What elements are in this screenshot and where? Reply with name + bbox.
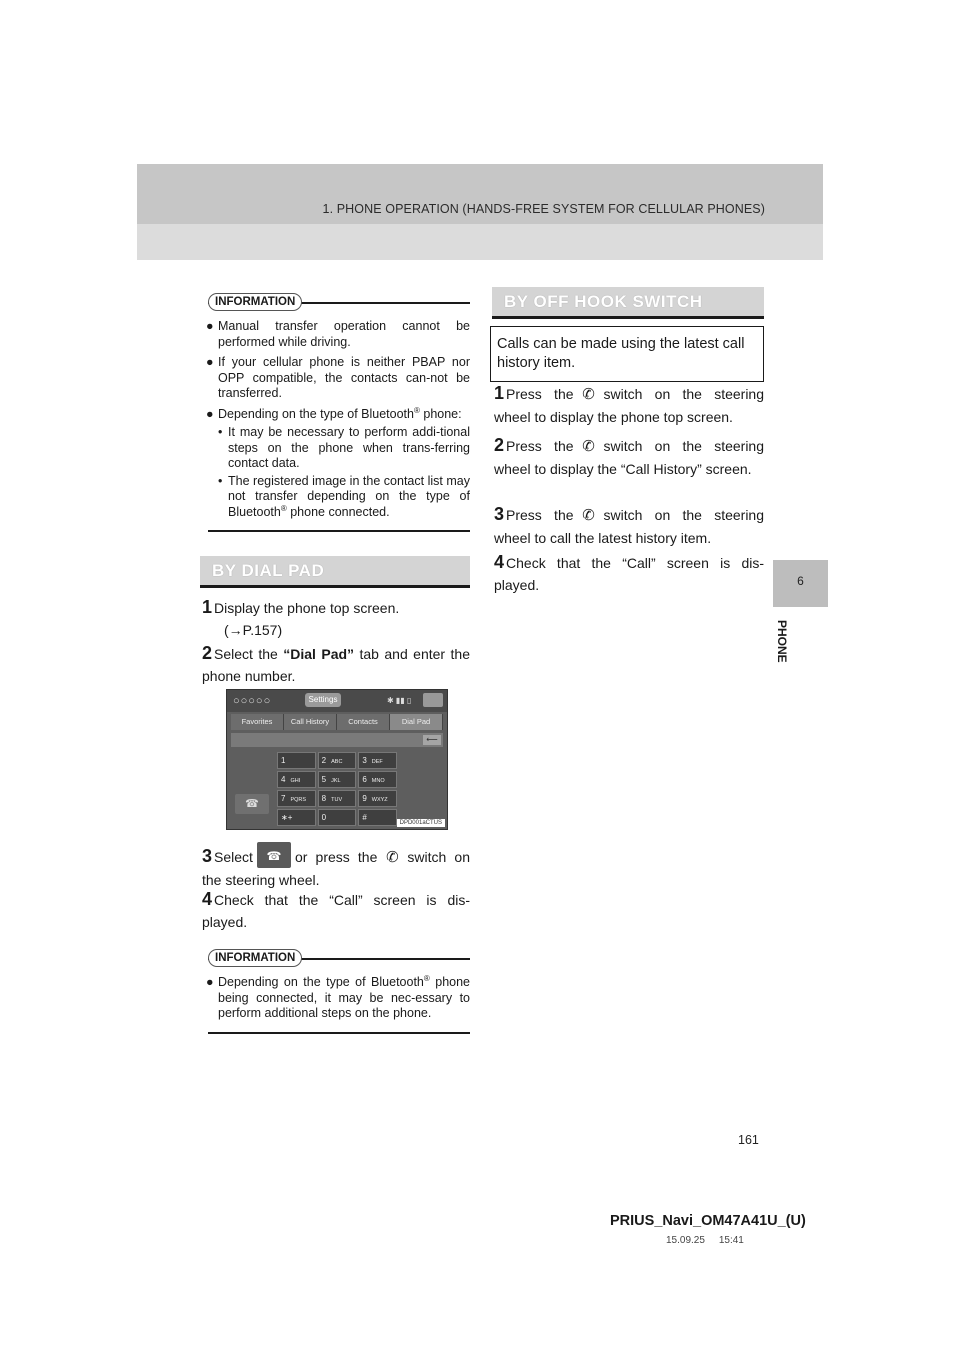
off-hook-step-4: 4 Check that the “Call” screen is dis-played. [494,552,764,593]
key-hash: # [358,809,397,826]
phone-tabs [231,714,443,730]
signal-indicators: ○○○○○ [233,695,272,707]
sub-list-item: • The registered image in the contact list may not transfer depending on the type of Bluetooth® phone connected. [218,473,470,519]
information-box-transfer [208,292,470,532]
footer-model-code: PRIUS_Navi_OM47A41U_(U) [610,1213,806,1229]
message-icon [423,693,443,707]
off-hook-step-3: 3 Press the ✆ switch on the steering wheel to call the latest history item. [494,504,764,546]
dial-pad-step-3: 3 Select ☎ or press the ✆ switch on the steering wheel. [202,842,470,891]
keypad [277,752,397,826]
call-button-icon: ☎ [257,842,291,868]
phone-icon: ✆ [582,507,595,524]
dial-pad-step-2: 2 Select the “Dial Pad” tab and enter the phone number. [202,643,470,684]
key-star: ∗+ [277,809,316,826]
backspace-icon: ⟵ [423,735,441,745]
chapter-number: 6 [797,574,804,588]
off-hook-lead: Calls can be made using the latest call history item. [490,326,764,382]
dial-pad-screenshot [226,689,448,830]
page-number: 161 [738,1133,759,1147]
list-item: ● If your cellular phone is neither PBAP nor OPP compatible, the contacts can-not be transferred. [206,355,470,400]
information-list [208,319,470,520]
figure-code: DPD001aCTUS [397,819,445,827]
key-3: 3 DEF [358,752,397,769]
sub-list [218,425,470,520]
key-7: 7 PQRS [277,790,316,807]
section-title-dial-pad: BY DIAL PAD [200,556,470,588]
tab-contacts: Contacts [337,714,390,730]
section-title-off-hook: BY OFF HOOK SWITCH [492,287,764,319]
settings-button: Settings [305,693,341,707]
tab-dial-pad: Dial Pad [390,714,443,730]
off-hook-step-2: 2 Press the ✆ switch on the steering wheel to display the “Call History” screen. [494,435,764,477]
information-tag: INFORMATION [208,949,302,967]
list-item: ● Manual transfer operation cannot be performed while driving. [206,319,470,349]
key-1: 1 [277,752,316,769]
key-4: 4 GHI [277,771,316,788]
number-entry-field [231,733,443,747]
dial-pad-step-4: 4 Check that the “Call” screen is dis-played. [202,889,470,930]
chapter-label-text: PHONE [775,620,789,663]
phone-icon: ✆ [386,849,399,866]
status-icons: ✱ ▮▮ ▯ [387,696,412,705]
key-8: 8 TUV [318,790,357,807]
off-hook-step-1: 1 Press the ✆ switch on the steering wheel to display the phone top screen. [494,383,764,425]
sub-list-item: • It may be necessary to perform addi-tional steps on the phone when trans-ferring contact data. [218,425,470,470]
tab-call-history: Call History [284,714,337,730]
running-header: 1. PHONE OPERATION (HANDS-FREE SYSTEM FOR CELLULAR PHONES) [322,202,765,216]
information-list [208,975,470,1022]
information-box-bluetooth [208,948,470,1034]
tab-favorites: Favorites [231,714,284,730]
call-button-icon: ☎ [235,794,269,814]
dial-pad-step-1: 1 Display the phone top screen. (→P.157) [202,597,400,638]
key-2: 2 ABC [318,752,357,769]
phone-icon: ✆ [582,386,595,403]
key-0: 0 [318,809,357,826]
key-6: 6 MNO [358,771,397,788]
key-5: 5 JKL [318,771,357,788]
phone-icon: ✆ [582,438,595,455]
footer-timestamp: 15.09.25 15:41 [666,1235,744,1246]
list-item: ● Depending on the type of Bluetooth® phone: • It may be necessary to perform addi-tional steps on the phone when trans-ferring contact data. • The registered image in the contact list may not transfer depending on the type of Bluetooth® phone connected. [206,405,470,519]
list-item: ● Depending on the type of Bluetooth® phone being connected, it may be nec-essary to perform additional steps on the phone. [206,973,471,1020]
chapter-label [767,620,797,666]
information-tag: INFORMATION [208,293,302,311]
key-9: 9 WXYZ [358,790,397,807]
